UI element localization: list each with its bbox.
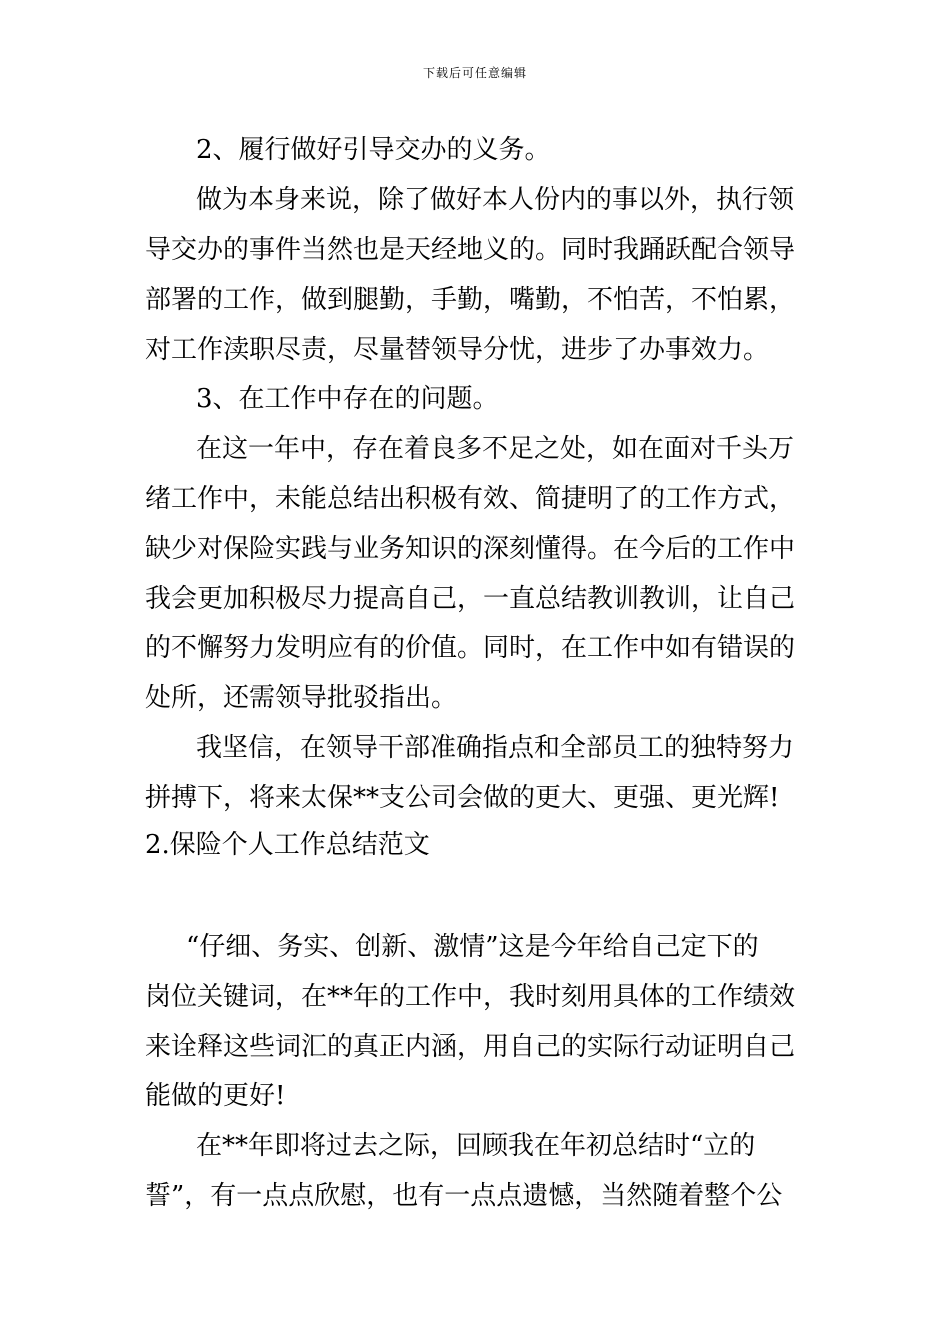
paragraph-line: 在**年即将过去之际，回顾我在年初总结时“立的 — [196, 1131, 756, 1161]
heading-duty: 2、履行做好引导交办的义务。 — [196, 135, 551, 165]
paragraph-line: 我会更加积极尽力提高自己，一直总结教训教训，让自己 — [145, 584, 796, 614]
paragraph-line: 绪工作中，未能总结出积极有效、简捷明了的工作方式， — [145, 484, 796, 514]
paragraph-line: “仔细、务实、创新、激情”这是今年给自己定下的 — [186, 932, 759, 962]
paragraph-line: 我坚信，在领导干部准确指点和全部员工的独特努力 — [196, 733, 795, 763]
paragraph-line: 处所，还需领导批驳指出。 — [145, 683, 458, 713]
paragraph-line: 能做的更好! — [145, 1081, 286, 1111]
paragraph-line: 来诠释这些词汇的真正内涵，用自己的实际行动证明自己 — [145, 1032, 796, 1062]
paragraph-line: 做为本身来说，除了做好本人份内的事以外，执行领 — [196, 185, 795, 215]
paragraph-line: 导交办的事件当然也是天经地义的。同时我踊跃配合领导 — [145, 235, 796, 265]
page-header: 下载后可任意编辑 — [422, 66, 527, 80]
heading-problems: 3、在工作中存在的问题。 — [196, 384, 499, 414]
paragraph-line: 部署的工作，做到腿勤，手勤，嘴勤，不怕苦，不怕累， — [145, 285, 796, 315]
section-title: 2.保险个人工作总结范文 — [145, 830, 430, 860]
paragraph-line: 对工作渎职尽责，尽量替领导分忧，进步了办事效力。 — [145, 335, 770, 365]
paragraph-line: 在这一年中，存在着良多不足之处，如在面对千头万 — [196, 434, 795, 464]
paragraph-line: 的不懈努力发明应有的价值。同时，在工作中如有错误的 — [145, 633, 796, 663]
paragraph-line: 缺少对保险实践与业务知识的深刻懂得。在今后的工作中 — [145, 534, 796, 564]
paragraph-line: 誓”，有一点点欣慰，也有一点点遗憾，当然随着整个公 — [145, 1181, 783, 1211]
paragraph-line: 岗位关键词，在**年的工作中，我时刻用具体的工作绩效 — [145, 982, 796, 1012]
paragraph-line: 拼搏下，将来太保**支公司会做的更大、更强、更光辉! — [145, 783, 780, 813]
